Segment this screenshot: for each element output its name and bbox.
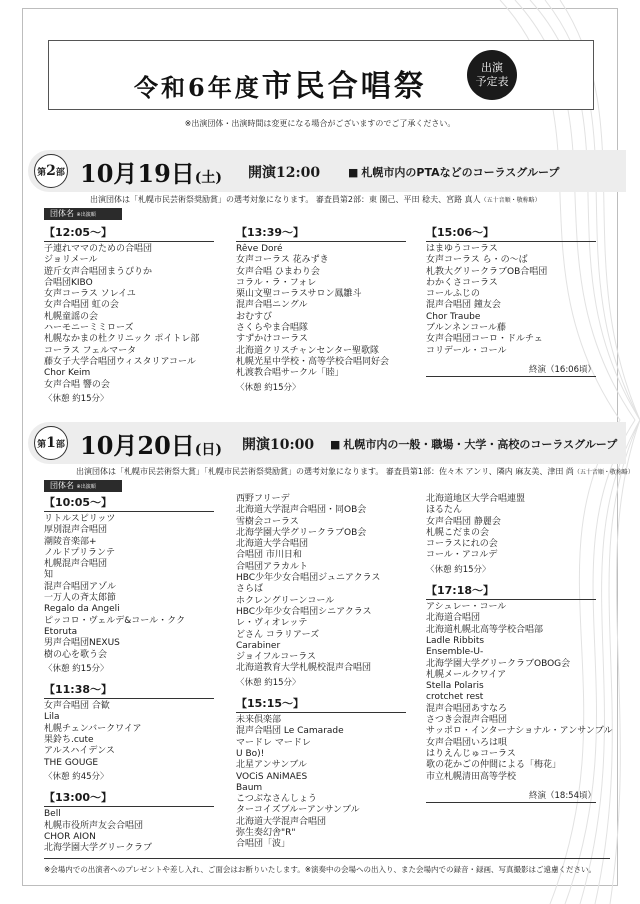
choir-name: アシュレー・コール — [426, 602, 507, 613]
choir-name: U Bo)! — [236, 748, 265, 759]
day2-col1-break: 〈休憩 約15分〉 — [44, 393, 109, 404]
choir-name: 混声合唱団あすなろ — [426, 703, 508, 714]
choir-name: 知 — [44, 570, 54, 581]
choir-name: コリデール・コール — [426, 345, 507, 356]
day1-circle-suffix: 部 — [55, 439, 65, 450]
day2-circle-suffix: 部 — [55, 167, 65, 178]
day2-end-time: 終演（16:06頃） — [426, 363, 596, 377]
choir-name: Baum — [236, 782, 263, 793]
choir-name: マードレ マードレ — [236, 737, 311, 748]
choir-name: Rêve Doré — [236, 244, 283, 254]
choir-name: コールふじの — [426, 289, 480, 300]
day1-subtitle-small: （五十音順・敬称略） — [573, 469, 634, 476]
day1-date — [80, 426, 222, 461]
choir-name: 北海道大学混声合唱団・同OB会 — [236, 505, 367, 516]
choir-name: 合唱団「波」 — [236, 839, 291, 850]
choir-name: 札幌市役所声友会合唱団 — [44, 820, 144, 831]
day1-circle-num: 1 — [46, 435, 56, 451]
day1-col3-list1 — [426, 494, 596, 562]
day1-col1-break2: 〈休憩 約45分〉 — [44, 771, 109, 782]
day1-label-small: ※出演順 — [76, 484, 96, 490]
choir-name: 女声合唱団 虹の会 — [44, 300, 119, 311]
day2-col2-break: 〈休憩 約15分〉 — [236, 382, 301, 393]
day1-col1-time2: 【11:38〜】 — [44, 681, 214, 699]
choir-name: 未来倶楽部 — [236, 715, 282, 726]
choir-name: 女声コーラス 花みずき — [236, 255, 329, 266]
day1-header — [28, 422, 626, 464]
choir-name: ジョリメール — [44, 255, 98, 266]
day1-col1-time3: 【13:00〜】 — [44, 789, 214, 807]
choir-name: 北海道合唱団 — [426, 613, 481, 624]
choir-name: レ・ヴィオレッテ — [236, 618, 308, 629]
choir-name: ほるたん — [426, 505, 463, 516]
day2-date-text: 10月19日 — [80, 159, 195, 188]
day1-col1-list3 — [44, 809, 214, 854]
day2-col3 — [426, 224, 596, 377]
choir-name: 遊斤女声合唱団まうぴりか — [44, 266, 153, 277]
day2-date — [80, 154, 222, 189]
choir-name: 女声コーラス ソレイユ — [44, 289, 136, 300]
day2-col1-time: 【12:05〜】 — [44, 224, 214, 242]
day2-circle-num: 2 — [46, 163, 56, 179]
day1-col1-break1: 〈休憩 約15分〉 — [44, 663, 109, 674]
choir-name: ピッコロ・ヴェルデ&コール・クク — [44, 615, 186, 626]
choir-name: Regalo da Angeli — [44, 604, 120, 615]
choir-name: 混声合唱団アゾル — [44, 581, 117, 592]
choir-name: 北海道大学混声合唱団 — [236, 816, 327, 827]
day2-col2-time: 【13:39〜】 — [236, 224, 406, 242]
day2-col2-list — [236, 244, 406, 380]
schedule-badge — [467, 50, 517, 100]
day1-col2-time2: 【15:15〜】 — [236, 695, 406, 713]
choir-name: 混声合唱団 鐘友会 — [426, 300, 501, 311]
choir-name: 樹の心を歌う会 — [44, 649, 108, 660]
choir-name: 北星アンサンブル — [236, 760, 307, 771]
choir-name: ジョイフルコーラス — [236, 652, 316, 663]
choir-name: 女声合唱 響の会 — [44, 379, 110, 390]
choir-name: 女声合唱団 静麗会 — [426, 516, 501, 527]
choir-name: VOCiS ANiMAES — [236, 771, 308, 782]
choir-name: 合唱団KIBO — [44, 277, 93, 288]
day1-end-time: 終演（18:54頃） — [426, 789, 596, 803]
day1-col2-list2 — [236, 715, 406, 851]
choir-name: さらば — [236, 584, 264, 595]
choir-name: ブルンネンコール藤 — [426, 323, 506, 334]
choir-name: 一万人の斉太郎節 — [44, 593, 117, 604]
choir-name: 合唱団アラカルト — [236, 561, 309, 572]
title-main: 市民合唱祭 — [261, 69, 427, 104]
choir-name: 西野フリーデ — [236, 494, 290, 504]
choir-name: ターコイズブルーアンサンブル — [236, 805, 360, 816]
choir-name: Lila — [44, 712, 60, 723]
choir-name: コーラスにれの会 — [426, 539, 498, 550]
choir-name: ホクレングリーンコール — [236, 595, 335, 606]
day1-col1-time1: 【10:05〜】 — [44, 494, 214, 512]
choir-name: Chor Keim — [44, 368, 91, 379]
choir-name: Bell — [44, 809, 61, 820]
day2-subtitle-small: （五十音順・敬称略） — [480, 197, 541, 204]
day1-col3 — [426, 494, 613, 803]
day2-label: 団体名 — [50, 209, 74, 218]
choir-name: 栗山文聖コーラスサロン鳳雛斗 — [236, 289, 362, 300]
choir-name: さつき会混声合唱団 — [426, 715, 508, 726]
day1-col1-list2 — [44, 701, 214, 769]
choir-name: 北海学園大学グリークラブOB会 — [236, 527, 367, 538]
day1-col3-break1: 〈休憩 約15分〉 — [426, 564, 491, 575]
day2-subtitle — [90, 194, 541, 205]
day1-col2-list1 — [236, 494, 406, 675]
choir-name: 北海道教育大学札幌校混声合唱団 — [236, 663, 372, 674]
choir-name: Etoruta — [44, 626, 78, 637]
choir-name: 厚別混声合唱団 — [44, 525, 108, 536]
day1-col2 — [236, 494, 406, 851]
choir-name: 子連れママのための合唱団 — [44, 244, 153, 254]
choir-name: 札渡教合唱サークル「睦」 — [236, 368, 344, 379]
choir-name: どさん コラリアーズ — [236, 629, 320, 640]
choir-name: 女声合唱団 合歓 — [44, 701, 110, 712]
choir-name: HBC少年少女合唱団ジュニアクラス — [236, 573, 381, 584]
choir-name: コール・アコルデ — [426, 550, 498, 561]
day2-header — [28, 150, 626, 192]
day2-weekday: (土) — [194, 170, 223, 186]
choir-name: 雪樹会コーラス — [236, 516, 299, 527]
choir-name: 札幌メールクワイア — [426, 669, 507, 680]
choir-name: 女声コーラス ら・の～ば — [426, 255, 528, 266]
choir-name: 弥生奏幻舎"R" — [236, 828, 296, 839]
choir-name: 女声合唱 ひまわり会 — [236, 266, 320, 277]
page-title — [134, 61, 427, 105]
day1-col1-list1 — [44, 514, 214, 661]
title-prefix: 令和6年度 — [134, 73, 262, 102]
day1-subtitle-text: 出演団体は「札幌市民芸術祭大賞」「札幌市民芸術祭奨励賞」の選考対象になります。 審査員第1部：佐々木 アンリ、隣内 麻友美、津田 尚 — [76, 467, 574, 476]
day2-start-time: 開演12:00 — [248, 165, 321, 181]
day1-circle-prefix: 第 — [37, 439, 47, 450]
choir-name: 藤女子大学合唱団ウィスタリアコール — [44, 356, 196, 367]
day2-col3-list — [426, 244, 596, 357]
choir-name: Ladle Ribbits — [426, 635, 485, 646]
day1-col3-list2 — [426, 602, 613, 783]
day2-circle-prefix: 第 — [37, 167, 47, 178]
choir-name: 市立札幌清田高等学校 — [426, 771, 517, 782]
choir-name: コラル・ラ・フォレ — [236, 277, 317, 288]
choir-name: 合唱団 市川日和 — [236, 550, 302, 561]
choir-name: THE GOUGE — [44, 757, 99, 768]
day2-group: ■ 札幌市内のPTAなどのコーラスグループ — [348, 164, 559, 180]
choir-name: 札幌混声合唱団 — [44, 559, 108, 570]
notice-bottom: ※会場内での出演者へのプレゼントや差し入れ、ご面会はお断りいたします。※演奏中の会場への出入り、また会場内での録音・録画、写真撮影はご遠慮ください。 — [43, 865, 597, 874]
day1-weekday: (日) — [194, 442, 223, 458]
choir-name: 北海学園大学グリークラブOBOG会 — [426, 658, 571, 669]
day1-group: ■ 札幌市内の一般・職場・大学・高校のコーラスグループ — [330, 436, 617, 452]
day1-col1 — [44, 494, 214, 854]
day2-label-small: ※出演順 — [76, 212, 96, 218]
badge-line1: 出演 — [481, 61, 503, 74]
day2-col1 — [44, 224, 214, 405]
choir-name: Stella Polaris — [426, 681, 484, 692]
choir-name: 歌の花かごの仲間による「梅花」 — [426, 760, 562, 771]
day1-start-time: 開演10:00 — [242, 437, 315, 453]
choir-name: はまゆうコーラス — [426, 244, 498, 254]
day2-part-circle — [34, 154, 68, 188]
day2-col3-time: 【15:06〜】 — [426, 224, 596, 242]
choir-name: ノルドプリランテ — [44, 547, 116, 558]
choir-name: 女声合唱団いろは唄 — [426, 737, 508, 748]
choir-name: 札幌こだまの会 — [426, 527, 490, 538]
choir-name: わかくさコーラス — [426, 277, 498, 288]
day2-subtitle-text: 出演団体は「札幌市民芸術祭奨励賞」の選考対象になります。 審査員第2部：東 園己、平田 稔夫、宮路 真人 — [90, 195, 481, 204]
day1-col3-time2: 【17:18〜】 — [426, 582, 596, 600]
day1-label: 団体名 — [50, 481, 74, 490]
choir-name: 北海道大学合唱団 — [236, 539, 309, 550]
choir-name: 男声合唱団NEXUS — [44, 638, 120, 649]
title-box — [48, 40, 594, 110]
choir-name: ハーモニーミミローズ — [44, 323, 134, 334]
choir-name: 混声合唱団 Le Camarade — [236, 726, 344, 737]
choir-name: Ensemble-U- — [426, 647, 484, 658]
choir-name: Carabiner — [236, 640, 281, 651]
choir-name: 北海道札幌北高等学校合唱部 — [426, 624, 544, 635]
choir-name: アルスハイデンス — [44, 746, 115, 757]
choir-name: Chor Traube — [426, 311, 481, 322]
choir-name: 混声合唱ニングル — [236, 300, 308, 311]
choir-name: 札教大グリークラブOB合唱団 — [426, 266, 548, 277]
choir-name: CHOR AION — [44, 831, 96, 842]
day1-label-tab — [44, 480, 122, 492]
choir-name: 札幌なかまの杜クリニック ポイトレ部 — [44, 334, 200, 345]
day1-date-text: 10月20日 — [80, 431, 195, 460]
choir-name: コーラス フェルマータ — [44, 345, 137, 356]
day1-part-circle — [34, 426, 68, 460]
day1-subtitle — [76, 466, 634, 477]
choir-name: リトルスピリッツ — [44, 514, 116, 524]
day2-col1-list — [44, 244, 214, 391]
bottom-rule — [44, 858, 610, 859]
day2-col2 — [236, 224, 406, 394]
choir-name: 女声合唱団コーロ・ドルチェ — [426, 334, 543, 345]
choir-name: すずかけコーラス — [236, 334, 308, 345]
badge-line2: 予定表 — [475, 75, 509, 88]
choir-name: さくらやま合唱隊 — [236, 323, 309, 334]
choir-name: 札幌チェンバークワイア — [44, 723, 142, 734]
notice-top: ※出演団体・出演時間は変更になる場合がございますのでご了承ください。 — [184, 119, 456, 128]
day2-label-tab — [44, 208, 122, 220]
choir-name: 札幌光星中学校・高等学校合唱同好会 — [236, 356, 390, 367]
choir-name: 北海道地区大学合唱連盟 — [426, 494, 526, 504]
choir-name: HBC少年少女合唱団シニアクラス — [236, 606, 372, 617]
choir-name: サッポロ・インターナショナル・アンサンブル — [426, 726, 613, 737]
choir-name: はりえんじゅコーラス — [426, 748, 516, 759]
choir-name: 札幌童謡の会 — [44, 311, 99, 322]
choir-name: 潮陵音楽部+ — [44, 536, 97, 547]
choir-name: crotchet rest — [426, 692, 484, 703]
choir-name: 北海学園大学グリークラブ — [44, 843, 153, 854]
choir-name: 北海道クリスチャンセンター聖歌隊 — [236, 345, 380, 356]
choir-name: 果鈴ち.cute — [44, 735, 94, 746]
day1-col2-break1: 〈休憩 約15分〉 — [236, 677, 301, 688]
choir-name: こつぶなさんしょう — [236, 794, 317, 805]
choir-name: おむすび — [236, 311, 273, 322]
